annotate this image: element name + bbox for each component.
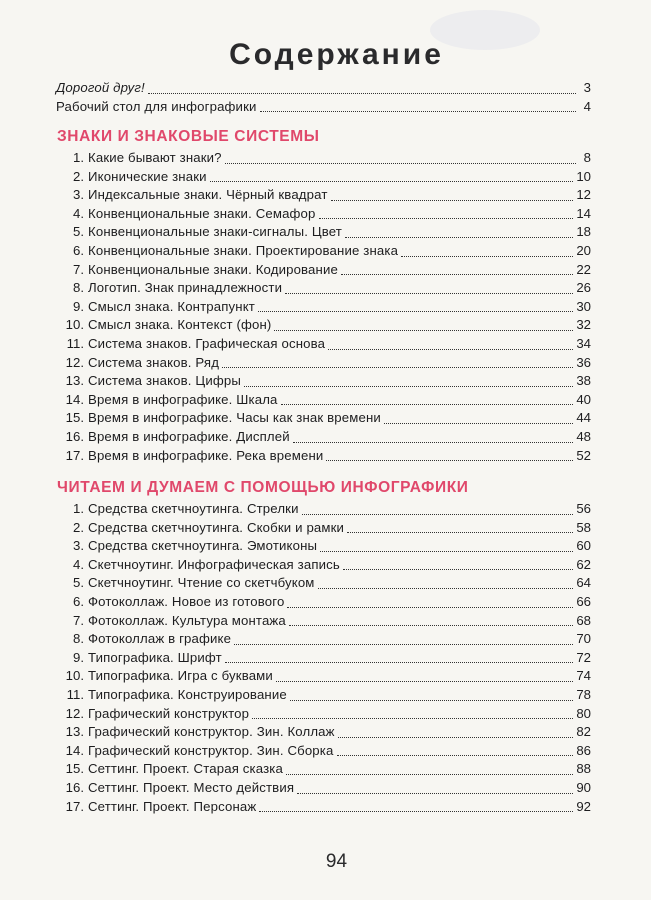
toc-entry-page: 30 <box>576 298 591 314</box>
toc-entry-title: Графический конструктор. Зин. Коллаж <box>88 724 335 740</box>
toc-entry <box>56 98 591 117</box>
toc-entry-number: 12. <box>65 705 84 721</box>
toc-entry-number: 17. <box>65 798 84 814</box>
toc-entry <box>64 447 591 466</box>
section-list-infographics <box>64 500 591 816</box>
toc-entry-number: 9. <box>73 298 84 314</box>
toc-entry-page: 22 <box>576 261 591 277</box>
toc-entry-page: 20 <box>576 242 591 258</box>
toc-entry-page: 90 <box>576 779 591 795</box>
toc-entry-page: 34 <box>576 335 591 351</box>
toc-entry-title: Скетчноутинг. Инфографическая запись <box>88 556 340 572</box>
toc-entry-title: Скетчноутинг. Чтение со скетчбуком <box>88 575 315 591</box>
toc-entry-page: 14 <box>576 205 591 221</box>
toc-entry-title: Система знаков. Ряд <box>88 354 220 370</box>
toc-entry-page: 86 <box>576 742 591 758</box>
toc-entry-page: 52 <box>576 447 591 463</box>
dot-leader <box>260 111 576 112</box>
dot-leader <box>293 442 574 443</box>
toc-entry-title: Сеттинг. Проект. Персонаж <box>88 798 257 814</box>
toc-entry-page: 70 <box>576 631 591 647</box>
toc-entry-page: 80 <box>576 705 591 721</box>
toc-entry-number: 9. <box>73 649 84 665</box>
toc-entry-page: 44 <box>576 410 591 426</box>
dot-leader <box>320 551 573 552</box>
toc-entry <box>64 242 591 261</box>
toc-entry <box>56 79 591 98</box>
toc-entry-title: Конвенциональные знаки. Проектирование знака <box>88 242 399 258</box>
toc-entry-number: 10. <box>65 668 84 684</box>
toc-entry-page: 26 <box>576 280 591 296</box>
toc-entry <box>64 760 591 779</box>
toc-entry-page: 36 <box>576 354 591 370</box>
toc-entry <box>64 335 591 354</box>
toc-entry-title: Средства скетчноутинга. Стрелки <box>88 501 299 516</box>
toc-entry <box>64 391 591 410</box>
toc-entry-page: 10 <box>576 168 591 184</box>
toc-entry <box>64 593 591 612</box>
toc-entry-number: 11. <box>66 335 84 351</box>
toc-entry-number: 3. <box>73 187 84 203</box>
dot-leader <box>343 569 573 570</box>
toc-entry-page: 4 <box>583 98 591 114</box>
toc-entry-page: 56 <box>576 501 591 516</box>
toc-entry <box>64 723 591 742</box>
toc-entry-page: 66 <box>576 593 591 609</box>
toc-entry-title: Рабочий стол для инфографики <box>56 98 257 114</box>
dot-leader <box>148 93 576 94</box>
toc-entry-number: 11. <box>66 686 84 702</box>
toc-entry-page: 72 <box>576 649 591 665</box>
toc-entry <box>64 168 591 187</box>
toc-entry <box>64 667 591 686</box>
toc-entry <box>64 500 591 519</box>
toc-entry-number: 1. <box>73 150 84 165</box>
toc-entry-number: 4. <box>73 205 84 221</box>
toc-entry-page: 8 <box>583 150 591 165</box>
toc-entry-title: Типографика. Игра с буквами <box>88 668 273 684</box>
dot-leader <box>259 811 573 812</box>
dot-leader <box>337 755 574 756</box>
toc-entry <box>64 537 591 556</box>
toc-entry-number: 15. <box>65 761 84 777</box>
dot-leader <box>290 700 573 701</box>
toc-entry-page: 3 <box>583 80 591 95</box>
toc-entry <box>64 186 591 205</box>
toc-entry-page: 92 <box>576 798 591 814</box>
toc-entry <box>64 149 591 168</box>
toc-entry <box>64 372 591 391</box>
dot-leader <box>286 774 573 775</box>
section-heading-infographics: ЧИТАЕМ И ДУМАЕМ С ПОМОЩЬЮ ИНФОГРАФИКИ <box>57 479 469 496</box>
toc-entry-title: Средства скетчноутинга. Эмотиконы <box>88 538 318 554</box>
toc-entry-number: 8. <box>73 280 84 296</box>
toc-entry-number: 8. <box>73 631 84 647</box>
dot-leader <box>252 718 573 719</box>
toc-entry-number: 7. <box>73 612 84 628</box>
toc-entry-title: Время в инфографике. Дисплей <box>88 428 290 444</box>
toc-entry-number: 6. <box>73 242 84 258</box>
dot-leader <box>347 532 573 533</box>
toc-entry <box>64 428 591 447</box>
dot-leader <box>244 386 573 387</box>
dot-leader <box>326 460 573 461</box>
toc-entry-title: Графический конструктор. Зин. Сборка <box>88 742 334 758</box>
toc-entry <box>64 742 591 761</box>
toc-entry <box>64 686 591 705</box>
toc-entry-title: Время в инфографике. Шкала <box>88 391 278 407</box>
dot-leader <box>222 367 573 368</box>
toc-entry <box>64 779 591 798</box>
dot-leader <box>276 681 573 682</box>
toc-entry <box>64 574 591 593</box>
toc-entry-title: Система знаков. Цифры <box>88 373 241 389</box>
toc-entry <box>64 261 591 280</box>
toc-entry-title: Иконические знаки <box>88 168 207 184</box>
dot-leader <box>338 737 574 738</box>
toc-entry-number: 6. <box>73 593 84 609</box>
dot-leader <box>225 163 576 164</box>
toc-entry <box>64 798 591 817</box>
toc-entry-number: 13. <box>65 373 84 389</box>
toc-entry-page: 68 <box>576 612 591 628</box>
toc-entry-page: 48 <box>576 428 591 444</box>
toc-entry-number: 16. <box>65 428 84 444</box>
dot-leader <box>297 793 573 794</box>
toc-entry-number: 14. <box>65 391 84 407</box>
toc-entry-page: 64 <box>576 575 591 591</box>
toc-entry-number: 17. <box>65 447 84 463</box>
toc-entry-page: 60 <box>576 538 591 554</box>
toc-entry-page: 12 <box>576 187 591 203</box>
dot-leader <box>318 588 574 589</box>
toc-entry-title: Фотоколлаж. Культура монтажа <box>88 612 286 628</box>
toc-entry-title: Сеттинг. Проект. Место действия <box>88 779 295 795</box>
toc-entry <box>64 354 591 373</box>
toc-entry <box>64 649 591 668</box>
dot-leader <box>287 607 573 608</box>
toc-entry <box>64 279 591 298</box>
toc-entry-number: 1. <box>73 501 84 516</box>
toc-entry-page: 62 <box>576 556 591 572</box>
toc-entry <box>64 316 591 335</box>
toc-entry-title: Графический конструктор <box>88 705 250 721</box>
toc-entry <box>64 205 591 224</box>
toc-entry-title: Логотип. Знак принадлежности <box>88 280 283 296</box>
toc-entry <box>64 556 591 575</box>
toc-entry-page: 38 <box>576 373 591 389</box>
dot-leader <box>341 274 573 275</box>
toc-entry <box>64 705 591 724</box>
toc-entry-title: Конвенциональные знаки-сигналы. Цвет <box>88 224 342 240</box>
toc-entry-title: Смысл знака. Контрапункт <box>88 298 255 314</box>
toc-entry <box>64 223 591 242</box>
toc-entry-number: 13. <box>65 724 84 740</box>
toc-entry-number: 5. <box>73 224 84 240</box>
dot-leader <box>328 349 573 350</box>
toc-entry-page: 88 <box>576 761 591 777</box>
toc-entry-title: Конвенциональные знаки. Кодирование <box>88 261 338 277</box>
dot-leader <box>345 237 573 238</box>
dot-leader <box>331 200 574 201</box>
toc-entry-page: 40 <box>576 391 591 407</box>
dot-leader <box>234 644 573 645</box>
toc-entry-title: Система знаков. Графическая основа <box>88 335 326 351</box>
dot-leader <box>258 311 573 312</box>
intro-list <box>56 79 591 116</box>
toc-entry-title: Сеттинг. Проект. Старая сказка <box>88 761 283 777</box>
toc-entry-title: Дорогой друг! <box>56 80 145 95</box>
toc-entry-title: Фотоколлаж. Новое из готового <box>88 593 285 609</box>
toc-entry-number: 4. <box>73 556 84 572</box>
section-list-signs <box>64 149 591 465</box>
toc-entry-title: Время в инфографике. Часы как знак времени <box>88 410 381 426</box>
toc-entry-title: Средства скетчноутинга. Скобки и рамки <box>88 519 345 535</box>
dot-leader <box>302 514 574 515</box>
dot-leader <box>319 218 574 219</box>
dot-leader <box>274 330 573 331</box>
toc-entry-title: Типографика. Шрифт <box>88 649 222 665</box>
toc-entry-number: 14. <box>65 742 84 758</box>
toc-entry-number: 16. <box>65 779 84 795</box>
toc-entry-number: 15. <box>65 410 84 426</box>
toc-entry-title: Конвенциональные знаки. Семафор <box>88 205 316 221</box>
toc-entry-page: 78 <box>576 686 591 702</box>
toc-entry-page: 32 <box>576 317 591 333</box>
toc-entry-page: 82 <box>576 724 591 740</box>
toc-entry-title: Какие бывают знаки? <box>88 150 222 165</box>
dot-leader <box>285 293 573 294</box>
toc-entry <box>64 298 591 317</box>
toc-entry-title: Время в инфографике. Река времени <box>88 447 324 463</box>
toc-entry-number: 12. <box>65 354 84 370</box>
toc-entry <box>64 612 591 631</box>
toc-entry-number: 10. <box>65 317 84 333</box>
toc-entry <box>64 630 591 649</box>
page-title: Содержание <box>229 38 444 71</box>
toc-entry <box>64 519 591 538</box>
dot-leader <box>289 625 573 626</box>
toc-entry-page: 74 <box>576 668 591 684</box>
toc-entry-title: Фотоколлаж в графике <box>88 631 232 647</box>
page-number: 94 <box>325 851 348 872</box>
toc-entry <box>64 409 591 428</box>
toc-entry-number: 3. <box>73 538 84 554</box>
toc-entry-number: 2. <box>73 519 84 535</box>
toc-entry-number: 5. <box>73 575 84 591</box>
dot-leader <box>384 423 573 424</box>
toc-entry-title: Смысл знака. Контекст (фон) <box>88 317 272 333</box>
dot-leader <box>401 256 573 257</box>
section-heading-signs: ЗНАКИ И ЗНАКОВЫЕ СИСТЕМЫ <box>57 128 320 145</box>
toc-entry-number: 7. <box>73 261 84 277</box>
toc-entry-title: Индексальные знаки. Чёрный квадрат <box>88 187 328 203</box>
toc-entry-number: 2. <box>73 168 84 184</box>
toc-entry-page: 18 <box>576 224 591 240</box>
dot-leader <box>210 181 574 182</box>
dot-leader <box>281 404 574 405</box>
toc-entry-title: Типографика. Конструирование <box>88 686 287 702</box>
dot-leader <box>225 662 574 663</box>
toc-entry-page: 58 <box>576 519 591 535</box>
